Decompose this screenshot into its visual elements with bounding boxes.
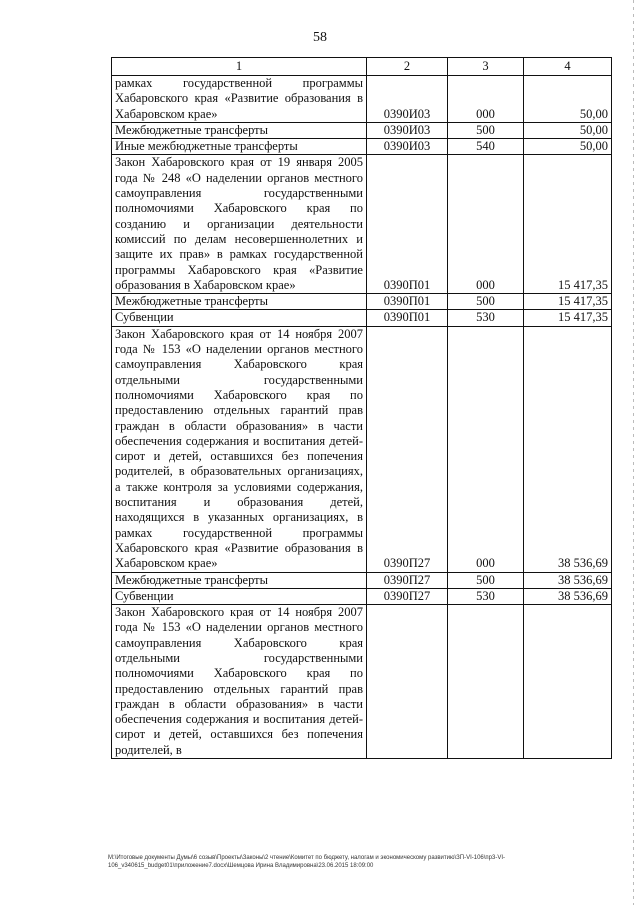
row-code: 0390И03: [367, 76, 448, 123]
row-code: 0390И03: [367, 139, 448, 155]
row-name: Субвенции: [112, 588, 367, 604]
table-row: [112, 76, 612, 123]
row-name: Межбюджетные трансферты: [112, 572, 367, 588]
row-amount: 50,00: [524, 76, 612, 123]
row-name: Межбюджетные трансферты: [112, 294, 367, 310]
row-code: 0390П01: [367, 294, 448, 310]
row-amount: 15 417,35: [524, 155, 612, 294]
budget-table: [111, 57, 612, 759]
file-path-footer: M:\Итоговые документы Думы\6 созыв\Проекты\Законы\2 чтение\Комитет по бюджету, налогам и экономическому развитию\ЗП-VI-106\пр3-VI-106_v340615_budget01\приложение7.docx\Шемцова Ирина Владимировна\23.06.2015 18:09:00: [108, 855, 506, 869]
row-name: Иные межбюджетные трансферты: [112, 139, 367, 155]
row-amount: 15 417,35: [524, 294, 612, 310]
row-name: Закон Хабаровского края от 14 ноября 2007 года № 153 «О наделении органов местного самоуправления Хабаровского края отдельными государственными полномочиями Хабаровского края по предоставлению отдельных гарантий прав граждан в области образования» в части обеспечения содержания и воспитания детей-сирот и детей, оставшихся без попечения родителей, в образовательных организациях, а также контроля за условиями содержания, воспитания и образования детей, находящихся в указанных организациях, в рамках государственной программы Хабаровского края «Развитие образования в Хабаровском крае»: [112, 326, 367, 572]
row-code: 0390П27: [367, 588, 448, 604]
row-code: 0390П27: [367, 572, 448, 588]
row-code: [367, 605, 448, 759]
row-amount: 38 536,69: [524, 326, 612, 572]
row-type: 500: [448, 572, 524, 588]
row-code: 0390П01: [367, 155, 448, 294]
row-amount: 15 417,35: [524, 310, 612, 326]
table-row: [112, 122, 612, 138]
table-row: [112, 310, 612, 326]
row-amount: 50,00: [524, 139, 612, 155]
row-type: 500: [448, 294, 524, 310]
table-row: [112, 294, 612, 310]
table-row: [112, 139, 612, 155]
row-type: 000: [448, 76, 524, 123]
row-type: 000: [448, 326, 524, 572]
row-type: 540: [448, 139, 524, 155]
row-code: 0390И03: [367, 122, 448, 138]
row-type: 000: [448, 155, 524, 294]
table-row: [112, 572, 612, 588]
row-code: 0390П27: [367, 326, 448, 572]
row-type: 530: [448, 588, 524, 604]
column-header: 4: [524, 58, 612, 76]
table-row: [112, 326, 612, 572]
page-number: 58: [313, 30, 327, 45]
row-amount: 38 536,69: [524, 588, 612, 604]
column-header: 1: [112, 58, 367, 76]
row-name: Межбюджетные трансферты: [112, 122, 367, 138]
row-name: Закон Хабаровского края от 14 ноября 2007 года № 153 «О наделении органов местного самоуправления Хабаровского края отдельными государственными полномочиями Хабаровского края по предоставлению отдельных гарантий прав граждан в области образования» в части обеспечения содержания и воспитания детей-сирот и детей, оставшихся без попечения родителей, в: [112, 605, 367, 759]
page-edge-divider: [633, 0, 634, 905]
row-name: Закон Хабаровского края от 19 января 2005 года № 248 «О наделении органов местного самоуправления государственными полномочиями Хабаровского края по созданию и организации деятельности комиссий по делам несовершеннолетних и защите их прав» в рамках государственной программы Хабаровского края «Развитие образования в Хабаровском крае»: [112, 155, 367, 294]
row-type: 530: [448, 310, 524, 326]
row-name: рамках государственной программы Хабаровского края «Развитие образования в Хабаровском крае»: [112, 76, 367, 123]
row-amount: 50,00: [524, 122, 612, 138]
column-header: 2: [367, 58, 448, 76]
table-row: [112, 588, 612, 604]
row-type: [448, 605, 524, 759]
table-row: [112, 155, 612, 294]
row-amount: [524, 605, 612, 759]
row-name: Субвенции: [112, 310, 367, 326]
row-code: 0390П01: [367, 310, 448, 326]
column-header: 3: [448, 58, 524, 76]
table-row: [112, 605, 612, 759]
header-row: [112, 58, 612, 76]
row-amount: 38 536,69: [524, 572, 612, 588]
row-type: 500: [448, 122, 524, 138]
